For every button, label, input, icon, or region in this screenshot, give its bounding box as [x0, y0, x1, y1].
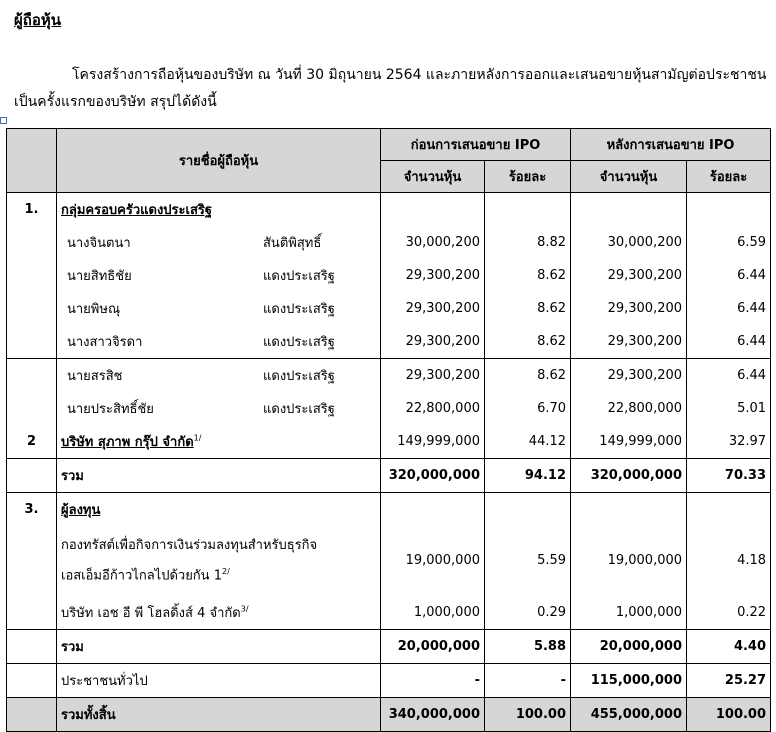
after-percent: 6.44 — [687, 259, 771, 292]
table-row — [7, 392, 771, 425]
before-percent: 8.62 — [485, 259, 571, 292]
last-name: แดงประเสริฐ — [263, 402, 335, 417]
after-shares: 19,000,000 — [571, 526, 687, 596]
after-shares: 455,000,000 — [571, 698, 687, 732]
table-row — [7, 596, 771, 630]
grand-total-row — [7, 698, 771, 732]
after-percent: 4.18 — [687, 526, 771, 596]
before-shares: 320,000,000 — [381, 459, 485, 493]
after-shares: 29,300,200 — [571, 359, 687, 393]
before-percent: 8.62 — [485, 325, 571, 359]
after-shares: 1,000,000 — [571, 596, 687, 630]
table-anchor-marker — [0, 117, 7, 124]
after-shares: 22,800,000 — [571, 392, 687, 425]
first-name: นายประสิทธิ์ชัย — [67, 402, 154, 417]
before-percent: 94.12 — [485, 459, 571, 493]
header-before-shares: จำนวนหุ้น — [381, 161, 485, 193]
after-shares: 115,000,000 — [571, 664, 687, 698]
before-shares: 149,999,000 — [381, 425, 485, 459]
after-percent: 6.44 — [687, 359, 771, 393]
first-name: นายสิทธิชัย — [67, 269, 132, 284]
before-shares: 29,300,200 — [381, 292, 485, 325]
intro-paragraph: โครงสร้างการถือหุ้นของบริษัท ณ วันที่ 30 มิถุนายน 2564 และภายหลังการออกและเสนอขายหุ้นสามัญต่อประชาชนเป็นครั้งแรกของบริษัท สรุปได้ดังนี้ — [14, 67, 767, 110]
header-no — [7, 129, 57, 193]
before-percent: 0.29 — [485, 596, 571, 630]
last-name: แดงประเสริฐ — [263, 369, 335, 384]
table-row — [7, 259, 771, 292]
header-after-percent: ร้อยละ — [687, 161, 771, 193]
before-percent: 5.88 — [485, 630, 571, 664]
header-after-ipo: หลังการเสนอขาย IPO — [571, 129, 771, 161]
after-shares: 29,300,200 — [571, 292, 687, 325]
last-name: แดงประเสริฐ — [263, 302, 335, 317]
first-name: นางสาวจิรดา — [67, 335, 143, 350]
company-name: บริษัท สุภาพ กรุ๊ป จำกัด$^{1/}$ — [57, 425, 381, 459]
subtotal-row — [7, 459, 771, 493]
table-row — [7, 526, 771, 596]
after-percent: 5.01 — [687, 392, 771, 425]
grand-total-label: รวมทั้งสิ้น — [57, 698, 381, 732]
before-shares: 340,000,000 — [381, 698, 485, 732]
last-name: แดงประเสริฐ — [263, 335, 335, 350]
after-percent: 100.00 — [687, 698, 771, 732]
after-shares: 30,000,200 — [571, 226, 687, 259]
fund-name: กองทรัสต์เพื่อกิจการเงินร่วมลงทุนสำหรับธุรกิจ เอสเอ็มอีก้าวไกลไปด้วยกัน $1^{2/}$ — [57, 526, 381, 596]
before-percent: 8.62 — [485, 292, 571, 325]
before-percent: 44.12 — [485, 425, 571, 459]
after-percent: 6.44 — [687, 292, 771, 325]
shareholder-table — [6, 128, 771, 732]
after-percent: 4.40 — [687, 630, 771, 664]
header-before-percent: ร้อยละ — [485, 161, 571, 193]
subtotal-label: รวม — [57, 630, 381, 664]
before-shares: 29,300,200 — [381, 325, 485, 359]
before-percent: 8.82 — [485, 226, 571, 259]
before-percent: 6.70 — [485, 392, 571, 425]
table-row — [7, 193, 771, 227]
table-row — [7, 226, 771, 259]
row-number: 1. — [7, 193, 57, 227]
group-name: ผู้ลงทุน — [57, 493, 381, 527]
before-percent: 8.62 — [485, 359, 571, 393]
before-percent: 5.59 — [485, 526, 571, 596]
section-title: ผู้ถือหุ้น — [14, 11, 62, 29]
header-before-ipo: ก่อนการเสนอขาย IPO — [381, 129, 571, 161]
after-shares: 320,000,000 — [571, 459, 687, 493]
after-shares: 149,999,000 — [571, 425, 687, 459]
after-percent: 6.44 — [687, 325, 771, 359]
public-row — [7, 664, 771, 698]
table-row — [7, 292, 771, 325]
row-number: 2 — [7, 425, 57, 459]
first-name: นายพิษณุ — [67, 302, 121, 317]
after-shares: 20,000,000 — [571, 630, 687, 664]
after-percent: 70.33 — [687, 459, 771, 493]
after-shares: 29,300,200 — [571, 325, 687, 359]
before-shares: 29,300,200 — [381, 259, 485, 292]
first-name: นายสรสิช — [67, 369, 123, 384]
company-name: บริษัท เอช อี พี โฮลดิ้งส์ 4 จำกัด$^{3/}$ — [57, 596, 381, 630]
after-percent: 6.59 — [687, 226, 771, 259]
before-percent: - — [485, 664, 571, 698]
before-shares: 1,000,000 — [381, 596, 485, 630]
table-row — [7, 425, 771, 459]
before-shares: 22,800,000 — [381, 392, 485, 425]
row-number: 3. — [7, 493, 57, 527]
table-row — [7, 493, 771, 527]
public-label: ประชาชนทั่วไป — [57, 664, 381, 698]
table-row — [7, 359, 771, 393]
before-percent: 100.00 — [485, 698, 571, 732]
before-shares: 30,000,200 — [381, 226, 485, 259]
before-shares: 29,300,200 — [381, 359, 485, 393]
last-name: สันติพิสุทธิ์ — [263, 236, 322, 251]
before-shares: 20,000,000 — [381, 630, 485, 664]
after-percent: 25.27 — [687, 664, 771, 698]
table-row — [7, 325, 771, 359]
subtotal-row — [7, 630, 771, 664]
header-after-shares: จำนวนหุ้น — [571, 161, 687, 193]
first-name: นางจินตนา — [67, 236, 131, 251]
subtotal-label: รวม — [57, 459, 381, 493]
before-shares: 19,000,000 — [381, 526, 485, 596]
last-name: แดงประเสริฐ — [263, 269, 335, 284]
after-percent: 0.22 — [687, 596, 771, 630]
before-shares: - — [381, 664, 485, 698]
group-name: กลุ่มครอบครัวแดงประเสริฐ — [57, 193, 381, 227]
header-shareholder-name: รายชื่อผู้ถือหุ้น — [57, 129, 381, 193]
after-percent: 32.97 — [687, 425, 771, 459]
after-shares: 29,300,200 — [571, 259, 687, 292]
